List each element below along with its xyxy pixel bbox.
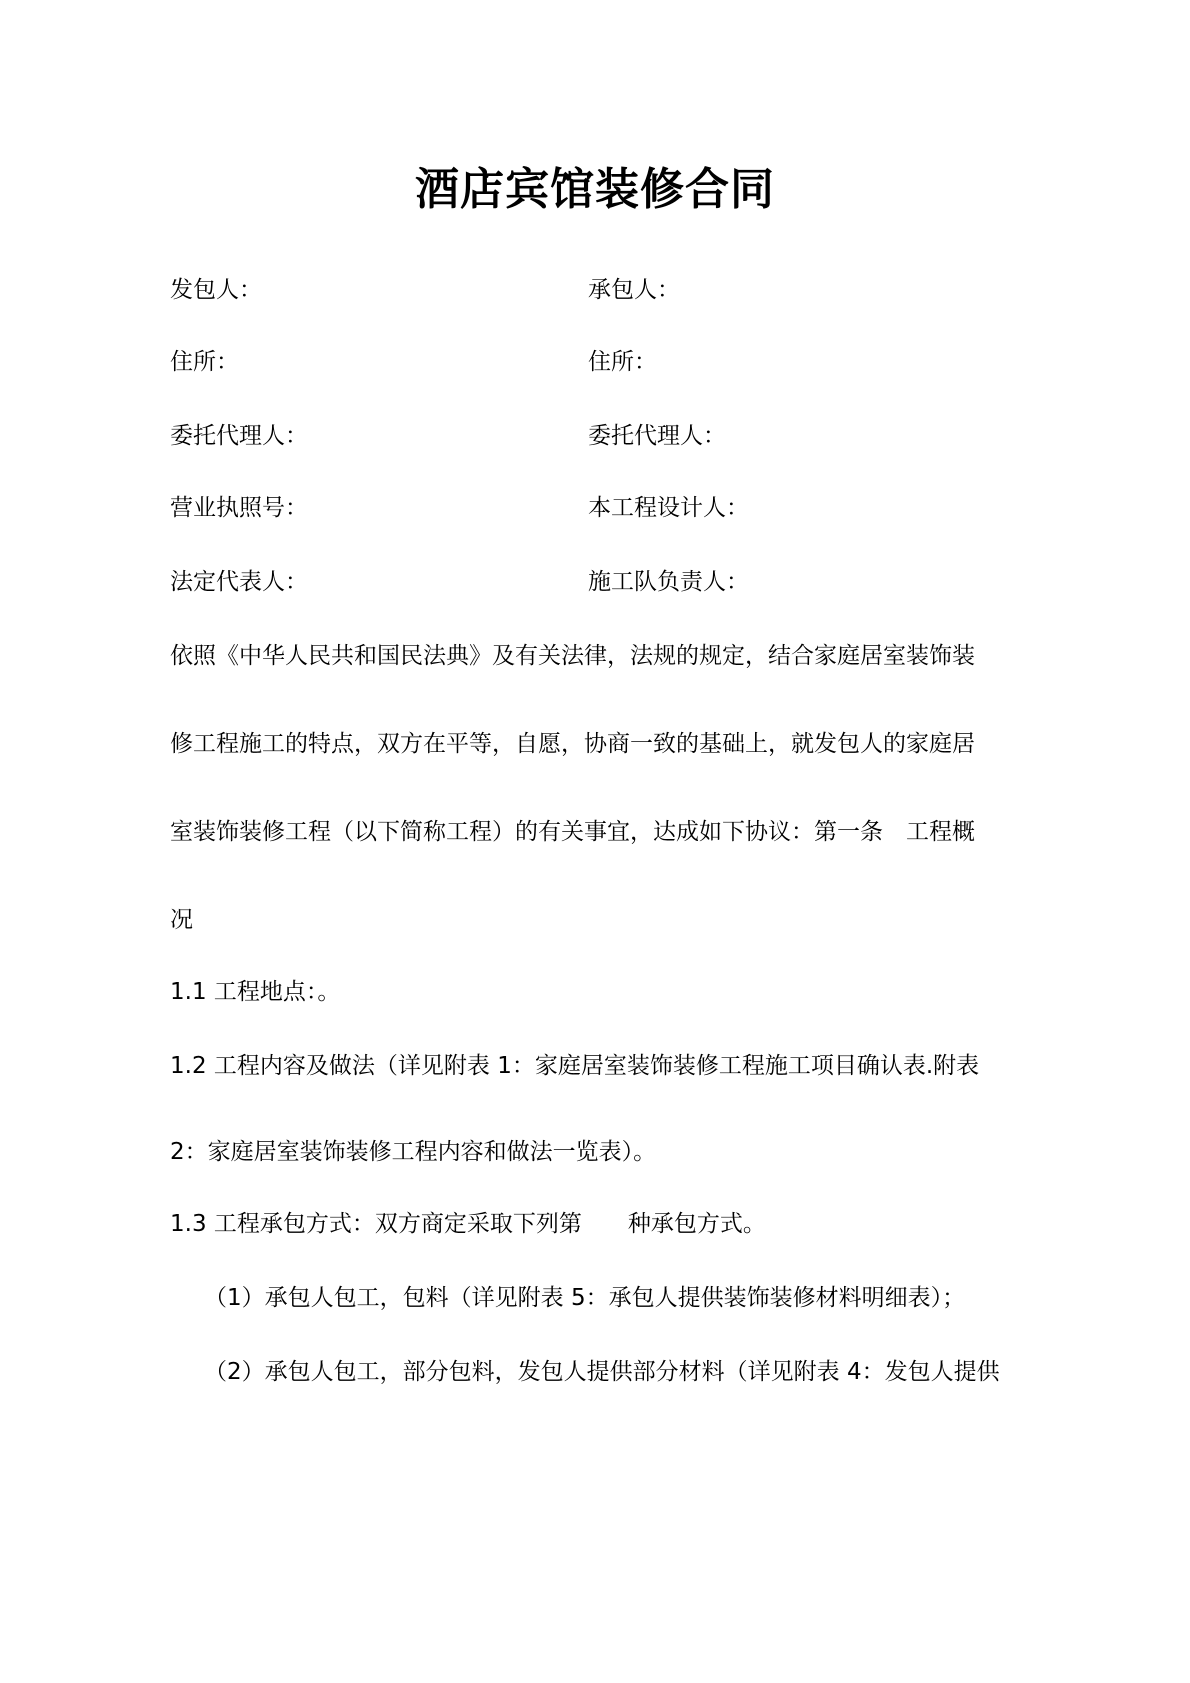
- preamble-line: 室装饰装修工程（以下简称工程）的有关事宜，达成如下协议：第一条 工程概: [170, 819, 975, 845]
- designer-label: 本工程设计人：: [588, 495, 749, 521]
- contractor-address-label: 住所：: [588, 349, 657, 375]
- contractor-label: 承包人：: [588, 277, 680, 303]
- business-license-label: 营业执照号：: [170, 495, 308, 521]
- preamble-line: 况: [170, 907, 193, 933]
- clause-1-2-line: 2：家庭居室装饰装修工程内容和做法一览表）。: [170, 1139, 657, 1165]
- option-2: （2）承包人包工，部分包料，发包人提供部分材料（详见附表 4：发包人提供: [204, 1359, 1000, 1385]
- client-address-label: 住所：: [170, 349, 239, 375]
- client-label: 发包人：: [170, 277, 262, 303]
- clause-1-1: 1.1 工程地点：。: [170, 979, 341, 1005]
- legal-representative-label: 法定代表人：: [170, 569, 308, 595]
- document-title: 酒店宾馆装修合同: [415, 164, 775, 215]
- contractor-agent-label: 委托代理人：: [588, 423, 726, 449]
- preamble-line: 依照《中华人民共和国民法典》及有关法律，法规的规定，结合家庭居室装饰装: [170, 643, 975, 669]
- clause-1-3: 1.3 工程承包方式：双方商定采取下列第 种承包方式。: [170, 1211, 766, 1237]
- clause-1-2-line: 1.2 工程内容及做法（详见附表 1：家庭居室装饰装修工程施工项目确认表.附表: [170, 1053, 980, 1079]
- option-1: （1）承包人包工，包料（详见附表 5：承包人提供装饰装修材料明细表）；: [204, 1285, 966, 1311]
- preamble-line: 修工程施工的特点，双方在平等，自愿，协商一致的基础上，就发包人的家庭居: [170, 731, 975, 757]
- client-agent-label: 委托代理人：: [170, 423, 308, 449]
- team-leader-label: 施工队负责人：: [588, 569, 749, 595]
